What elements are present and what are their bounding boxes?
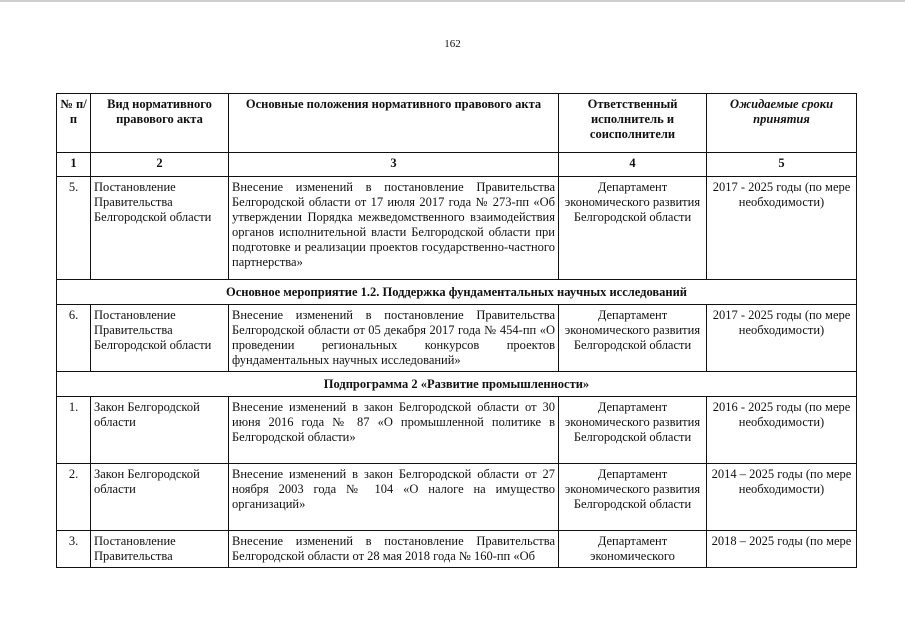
header-terms: Ожидаемые сроки принятия: [707, 94, 857, 153]
row-terms: 2018 – 2025 годы (по мере: [707, 531, 857, 568]
legal-acts-table: [56, 93, 857, 568]
table-row: [57, 177, 857, 280]
row-act-type: Постановление Правительства: [91, 531, 229, 568]
header-provisions: Основные положения нормативного правового акта: [229, 94, 559, 153]
section-row: [57, 280, 857, 305]
row-provisions: Внесение изменений в постановление Правительства Белгородской области от 28 мая 2018 года № 160-пп «Об: [229, 531, 559, 568]
row-terms: 2016 - 2025 годы (по мере необходимости): [707, 397, 857, 464]
section-row: [57, 372, 857, 397]
row-provisions: Внесение изменений в постановление Правительства Белгородской области от 17 июля 2017 года № 273-пп «Об утверждении Порядка межведомственного взаимодействия органов исполнительной власти Белгородской области при подготовке и реализации проектов государственно-частного партнерства»: [229, 177, 559, 280]
row-responsible: Департамент экономического развития Белгородской области: [559, 177, 707, 280]
section-main-event: Основное мероприятие 1.2. Поддержка фундаментальных научных исследований: [57, 280, 857, 305]
header-responsible: Ответственный исполнитель и соисполнители: [559, 94, 707, 153]
row-terms: 2014 – 2025 годы (по мере необходимости): [707, 464, 857, 531]
row-act-type: Постановление Правительства Белгородской области: [91, 177, 229, 280]
column-number: 2: [91, 153, 229, 177]
page-number: 162: [444, 38, 461, 50]
row-num: 2.: [57, 464, 91, 531]
row-provisions: Внесение изменений в постановление Правительства Белгородской области от 05 декабря 2017 года № 454-пп «О проведении региональных конкурсов проектов фундаментальных научных исследований»: [229, 305, 559, 372]
column-number-row: [57, 153, 857, 177]
row-responsible: Департамент экономического развития Белгородской области: [559, 305, 707, 372]
column-number: 1: [57, 153, 91, 177]
table-row: [57, 531, 857, 568]
column-number: 3: [229, 153, 559, 177]
row-num: 5.: [57, 177, 91, 280]
row-provisions: Внесение изменений в закон Белгородской области от 30 июня 2016 года № 87 «О промышленной политике в Белгородской области»: [229, 397, 559, 464]
row-responsible: Департамент экономического развития Белгородской области: [559, 464, 707, 531]
table-row: [57, 464, 857, 531]
column-number: 4: [559, 153, 707, 177]
row-num: 1.: [57, 397, 91, 464]
column-number: 5: [707, 153, 857, 177]
scan-edge: [0, 0, 905, 2]
row-responsible: Департамент экономического развития Белгородской области: [559, 397, 707, 464]
table-row: [57, 305, 857, 372]
table-row: [57, 397, 857, 464]
row-num: 6.: [57, 305, 91, 372]
row-num: 3.: [57, 531, 91, 568]
row-terms: 2017 - 2025 годы (по мере необходимости): [707, 305, 857, 372]
header-num: № п/п: [57, 94, 91, 153]
header-act-type: Вид нормативного правового акта: [91, 94, 229, 153]
section-subprogram: Подпрограмма 2 «Развитие промышленности»: [57, 372, 857, 397]
row-terms: 2017 - 2025 годы (по мере необходимости): [707, 177, 857, 280]
row-act-type: Закон Белгородской области: [91, 464, 229, 531]
row-provisions: Внесение изменений в закон Белгородской области от 27 ноября 2003 года № 104 «О налоге на имущество организаций»: [229, 464, 559, 531]
row-responsible: Департамент экономического: [559, 531, 707, 568]
row-act-type: Постановление Правительства Белгородской области: [91, 305, 229, 372]
table-header-row: [57, 94, 857, 153]
row-act-type: Закон Белгородской области: [91, 397, 229, 464]
